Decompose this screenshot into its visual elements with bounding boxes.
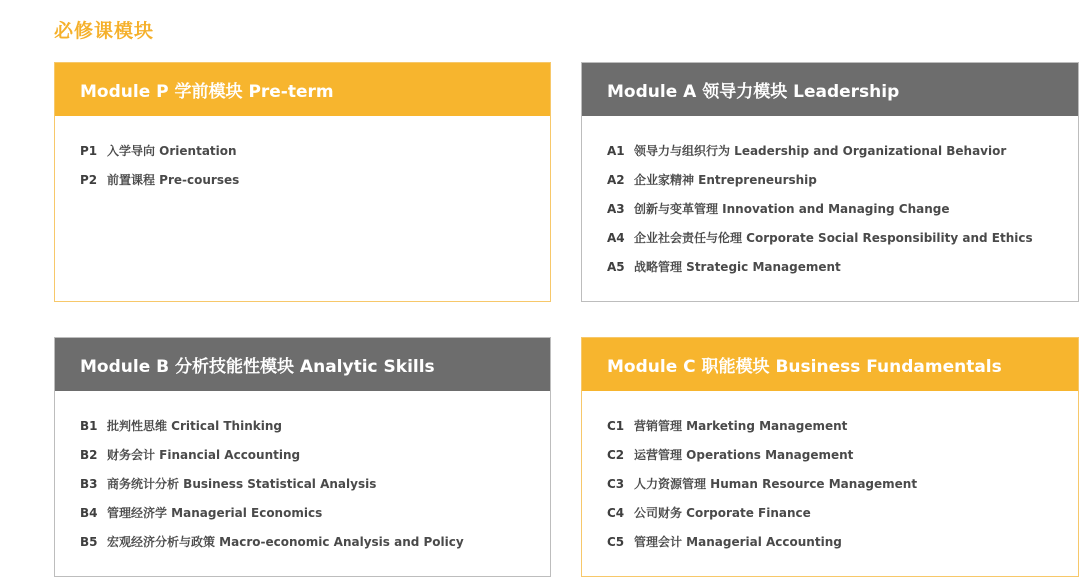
course-name: 前置课程 Pre-courses (107, 173, 240, 187)
course-name: 宏观经济分析与政策 Macro-economic Analysis and Policy (107, 535, 464, 549)
course-name: 创新与变革管理 Innovation and Managing Change (634, 202, 950, 216)
course-item (607, 165, 1078, 194)
course-code: C5 (607, 534, 625, 549)
course-item (607, 527, 1078, 556)
course-item (607, 469, 1078, 498)
course-item (80, 411, 550, 440)
module-header-b: Module B 分析技能性模块 Analytic Skills (55, 338, 550, 391)
course-code: B3 (80, 476, 98, 491)
module-header-p: Module P 学前模块 Pre-term (55, 63, 550, 116)
module-card-c (581, 337, 1079, 577)
course-code: C3 (607, 476, 625, 491)
course-code: P1 (80, 143, 98, 158)
course-item (80, 440, 550, 469)
course-code: B2 (80, 447, 98, 462)
course-item (80, 136, 550, 165)
course-code: B5 (80, 534, 98, 549)
course-name: 公司财务 Corporate Finance (634, 506, 811, 520)
course-item (607, 136, 1078, 165)
course-code: A4 (607, 230, 625, 245)
course-item (607, 223, 1078, 252)
course-item (607, 411, 1078, 440)
course-name: 企业社会责任与伦理 Corporate Social Responsibility and Ethics (634, 231, 1033, 245)
course-item (80, 498, 550, 527)
course-list-b (55, 391, 550, 556)
course-code: A1 (607, 143, 625, 158)
module-card-a (581, 62, 1079, 302)
course-item (80, 165, 550, 194)
course-item (607, 498, 1078, 527)
course-code: A3 (607, 201, 625, 216)
course-name: 人力资源管理 Human Resource Management (634, 477, 918, 491)
course-code: B4 (80, 505, 98, 520)
course-code: C1 (607, 418, 625, 433)
course-list-p (55, 116, 550, 194)
module-card-p (54, 62, 551, 302)
course-name: 战略管理 Strategic Management (634, 260, 841, 274)
course-name: 领导力与组织行为 Leadership and Organizational Behavior (634, 144, 1007, 158)
course-code: P2 (80, 172, 98, 187)
course-name: 管理经济学 Managerial Economics (107, 506, 323, 520)
module-card-b (54, 337, 551, 577)
course-code: C2 (607, 447, 625, 462)
module-header-c: Module C 职能模块 Business Fundamentals (582, 338, 1078, 391)
course-code: B1 (80, 418, 98, 433)
course-name: 批判性思维 Critical Thinking (107, 419, 282, 433)
course-name: 商务统计分析 Business Statistical Analysis (107, 477, 377, 491)
module-header-a: Module A 领导力模块 Leadership (582, 63, 1078, 116)
course-item (80, 527, 550, 556)
course-name: 运营管理 Operations Management (634, 448, 854, 462)
course-list-c (582, 391, 1078, 556)
page-title: 必修课模块 (54, 20, 155, 42)
course-list-a (582, 116, 1078, 281)
course-name: 财务会计 Financial Accounting (107, 448, 301, 462)
course-name: 入学导向 Orientation (107, 144, 237, 158)
course-code: A2 (607, 172, 625, 187)
course-item (80, 469, 550, 498)
course-name: 管理会计 Managerial Accounting (634, 535, 842, 549)
course-item (607, 252, 1078, 281)
course-name: 营销管理 Marketing Management (634, 419, 848, 433)
course-code: A5 (607, 259, 625, 274)
course-item (607, 194, 1078, 223)
course-name: 企业家精神 Entrepreneurship (634, 173, 817, 187)
course-item (607, 440, 1078, 469)
course-code: C4 (607, 505, 625, 520)
